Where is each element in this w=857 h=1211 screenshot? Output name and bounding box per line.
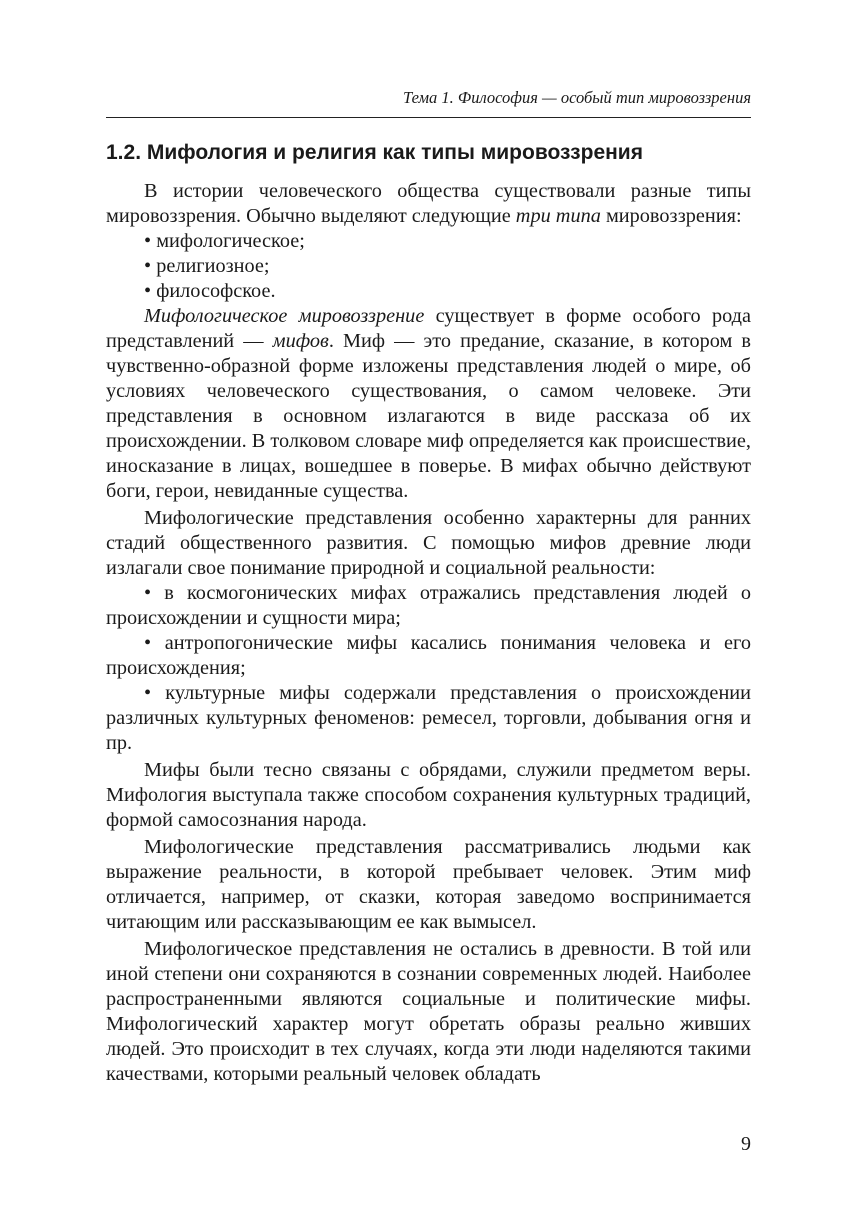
list-item xyxy=(106,229,751,254)
list-item-text: антропогонические мифы касались понимания человека и его происхождения; xyxy=(106,632,751,679)
list-item-text: в космогонических мифах отражались представления людей о происхождении и сущности мира; xyxy=(106,582,751,629)
bullet-icon: • xyxy=(144,582,152,604)
intro-emphasis: три типа xyxy=(515,205,601,227)
term-emphasis: Мифологическое мировоззрение xyxy=(144,305,425,327)
intro-paragraph xyxy=(106,179,751,229)
list-item xyxy=(106,279,751,304)
myth-types-list xyxy=(106,581,751,756)
list-item-text: культурные мифы содержали представления о происхождении различных культурных феноменов: ремесел, торговли, добывания огня и пр. xyxy=(106,682,751,754)
running-header: Тема 1. Философия — особый тип мировоззрения xyxy=(403,88,751,107)
bullet-icon: • xyxy=(144,255,152,277)
list-item-text: философское. xyxy=(156,280,276,302)
list-item xyxy=(106,581,751,631)
page-number: 9 xyxy=(741,1133,751,1155)
body-text xyxy=(106,179,751,1087)
worldview-types-list xyxy=(106,229,751,304)
section-title: 1.2. Мифология и религия как типы мировоззрения xyxy=(106,141,643,164)
modern-myths-paragraph: Мифологическое представления не остались в древности. В той или иной степени они сохраняются в сознании современных людей. Наиболее распространенными являются социальные и политические мифы. Мифологический характер могут обретать образы реально живших людей. Это происходит в тех случаях, когда эти люди наделяются такими качествами, которыми реальный человек обладать xyxy=(106,938,751,1085)
definition-text-start: существует в форме особого рода представлений — xyxy=(106,305,751,352)
rites-paragraph: Мифы были тесно связаны с обрядами, служили предметом веры. Мифология выступала также способом сохранения культурных традиций, формой самосознания народа. xyxy=(106,759,751,831)
list-item xyxy=(106,254,751,279)
reality-paragraph: Мифологические представления рассматривались людьми как выражение реальности, в которой пребывает человек. Этим миф отличается, например, от сказки, которая заведомо воспринимается читающим или рассказывающим ее как вымысел. xyxy=(106,836,751,933)
bullet-icon: • xyxy=(144,280,152,302)
myth-definition-paragraph xyxy=(106,304,751,504)
intro-text-start: В истории человеческого общества существовали разные типы мировоззрения. Обычно выделяют следующие xyxy=(106,180,751,227)
intro-text-end: мировоззрения: xyxy=(600,205,742,227)
list-item-text: религиозное; xyxy=(156,255,270,277)
definition-text-end: . Миф — это предание, сказание, в котором в чувственно-образной форме изложены представления людей о мире, об условиях человеческого существования, о самом человеке. Эти представления в основном излагаются в виде рассказа об их происхождении. В толковом словаре миф определяется как происшествие, иносказание в лицах, вошедшее в поверье. В мифах обычно действуют боги, герои, невиданные существа. xyxy=(106,330,751,502)
list-item-text: мифологическое; xyxy=(156,230,305,252)
bullet-icon: • xyxy=(144,682,152,704)
early-stages-paragraph: Мифологические представления особенно характерны для ранних стадий общественного развития. С помощью мифов древние люди излагали свое понимание природной и социальной реальности: xyxy=(106,507,751,579)
bullet-icon: • xyxy=(144,230,152,252)
header-rule xyxy=(106,117,751,118)
list-item xyxy=(106,681,751,756)
bullet-icon: • xyxy=(144,632,152,654)
term-emphasis: мифов xyxy=(272,330,329,352)
list-item xyxy=(106,631,751,681)
